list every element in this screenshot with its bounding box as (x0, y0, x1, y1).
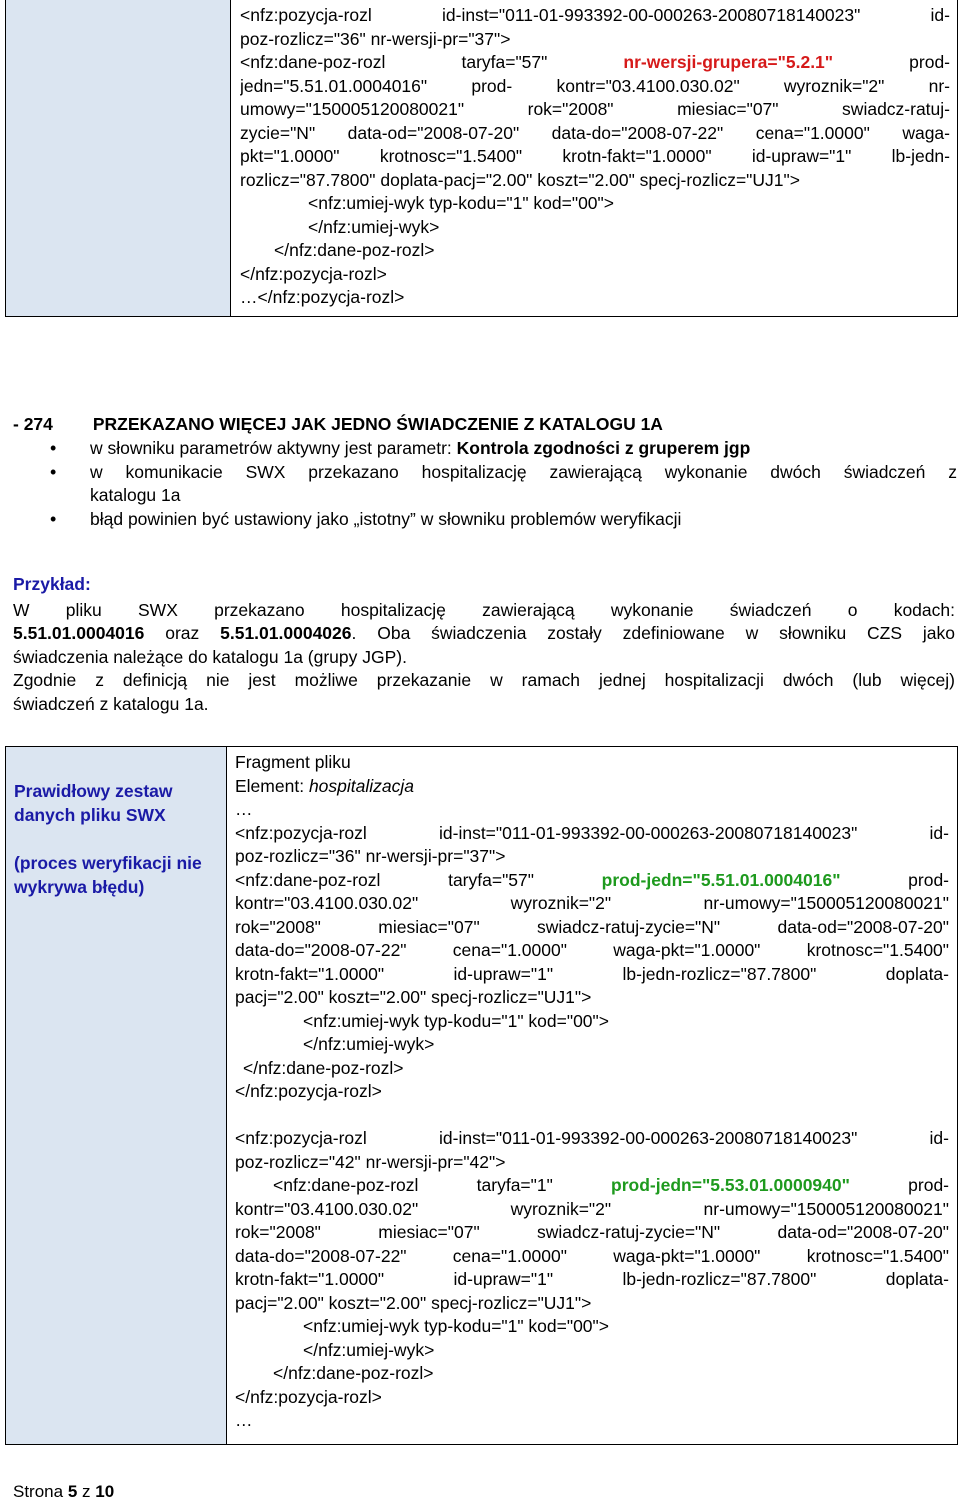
top-code-box (5, 0, 958, 317)
code-line-text: </nfz:pozycja-rozl> (235, 1081, 382, 1101)
code-line-text: Element: (235, 775, 309, 796)
code-line (235, 1268, 949, 1292)
code-line-text: kontr="03.4100.030.02" wyroznik="2" nr-umowy="150005120080021" (235, 1198, 949, 1219)
code-line (235, 1127, 949, 1151)
code-line (235, 1104, 949, 1128)
code-line (235, 1174, 949, 1198)
bullet-line (90, 508, 957, 532)
footer-prefix: Strona (13, 1482, 68, 1501)
code-line-text: krotn-fakt="1.0000" id-upraw="1" lb-jedn-rozlicz="87.7800" doplata- (235, 963, 949, 984)
footer-page: 5 (67, 1482, 78, 1501)
code-line-text: pacj="2.00" koszt="2.00" specj-rozlicz="UJ1"> (235, 987, 592, 1007)
code-line-text: krotn-fakt="1.0000" id-upraw="1" lb-jedn-rozlicz="87.7800" doplata- (235, 1269, 949, 1289)
code-line-text: </nfz:umiej-wyk> (303, 1339, 435, 1360)
bullet-item (13, 437, 957, 461)
bullet-line (90, 461, 957, 485)
footer-total: 10 (95, 1482, 115, 1501)
code-line-text: … (235, 1410, 253, 1430)
code-line-text: prod- (840, 869, 949, 890)
code-line (235, 1033, 949, 1057)
page-footer (13, 1482, 114, 1502)
example-line (13, 669, 955, 693)
bullet-item (13, 508, 957, 532)
code-line (240, 239, 950, 263)
code-line-text: </nfz:pozycja-rozl> (240, 263, 387, 284)
code-line (235, 1080, 949, 1104)
error-section (13, 412, 957, 716)
bullet-text: Kontrola zgodności z gruperem jgp (456, 438, 751, 458)
example-line-text: W pliku SWX przekazano hospitalizację zawierającą wykonanie świadczeń o kodach: (13, 599, 955, 620)
code-line (235, 1339, 949, 1363)
code-line-text: hospitalizacja (308, 775, 414, 796)
valid-data-title: Prawidłowy zestaw danych pliku SWX (14, 781, 173, 825)
bullet-dot-icon: • (50, 438, 57, 458)
code-line-text: pacj="2.00" koszt="2.00" specj-rozlicz="UJ1"> (235, 1292, 592, 1313)
code-line (235, 1057, 949, 1081)
code-line (235, 1221, 949, 1245)
code-line-text: </nfz:umiej-wyk> (308, 216, 440, 237)
code-line (235, 869, 949, 893)
code-line (235, 1386, 949, 1410)
code-line-text: <nfz:pozycja-rozl id-inst="011-01-993392-00-000263-20080718140023" id- (240, 5, 950, 25)
error-heading (13, 412, 957, 436)
bullet-text: katalogu 1a (90, 485, 181, 505)
code-line (235, 822, 949, 846)
error-number: - 274 (13, 414, 53, 434)
code-line-text: poz-rozlicz="42" nr-wersji-pr="42"> (235, 1151, 506, 1172)
code-line (235, 963, 949, 987)
example-text (13, 599, 955, 717)
code-line (240, 263, 950, 287)
code-line (240, 192, 950, 216)
example-line-text: świadczenia należące do katalogu 1a (grupy JGP). (13, 646, 407, 667)
no-error-note: (proces weryfikacji nie wykrywa błędu) (14, 853, 202, 897)
code-line-text: umowy="150005120080021" rok="2008" miesiac="07" swiadcz-ratuj- (240, 99, 950, 119)
bullet-text: w słowniku parametrów aktywny jest parametr: (90, 438, 457, 458)
code-line (240, 286, 950, 310)
code-line-text: </nfz:dane-poz-rozl> (274, 240, 435, 260)
code-line-text: … (235, 799, 253, 819)
code-line-text: data-do="2008-07-22" cena="1.0000" waga-pkt="1.0000" krotnosc="1.5400" (235, 940, 949, 960)
example-line (13, 693, 955, 717)
code-line-text: pkt="1.0000" krotnosc="1.5400" krotn-fakt="1.0000" id-upraw="1" lb-jedn- (240, 146, 950, 166)
code-line-text: jedn="5.51.01.0004016" prod- kontr="03.4100.030.02" wyroznik="2" nr- (240, 75, 950, 96)
bottom-left-cell (6, 747, 227, 1444)
code-line-text: kontr="03.4100.030.02" wyroznik="2" nr-umowy="150005120080021" (235, 893, 949, 913)
code-line (240, 75, 950, 99)
bullet-text: błąd powinien być ustawiony jako „istotny” w słowniku problemów weryfikacji (90, 508, 682, 529)
code-line-text: poz-rozlicz="36" nr-wersji-pr="37"> (235, 846, 506, 866)
bullet-item (13, 461, 957, 508)
code-line-text: prod- (833, 52, 950, 72)
code-line (235, 1409, 949, 1433)
footer-mid: z (77, 1482, 96, 1501)
code-line (235, 939, 949, 963)
example-line-text: 5.51.01.0004026 (220, 623, 352, 643)
code-line-text: data-do="2008-07-22" cena="1.0000" waga-pkt="1.0000" krotnosc="1.5400" (235, 1245, 949, 1266)
code-line-text: nr-wersji-grupera="5.2.1" (623, 52, 834, 72)
example-line-text: Zgodnie z definicją nie jest możliwe przekazanie w ramach jednej hospitalizacji dwóch (lub więcej) (13, 670, 955, 690)
bullet-text: w komunikacie SWX przekazano hospitalizację zawierającą wykonanie dwóch świadczeń z (90, 461, 957, 482)
bullet-line (90, 484, 957, 508)
code-line-text: poz-rozlicz="36" nr-wersji-pr="37"> (240, 28, 511, 49)
example-label: Przykład: (13, 574, 91, 594)
code-line-text: Fragment pliku (235, 752, 351, 772)
code-line (240, 122, 950, 146)
code-line-text: <nfz:umiej-wyk typ-kodu="1" kod="00"> (303, 1316, 609, 1336)
code-line (235, 916, 949, 940)
code-line-text: <nfz:umiej-wyk typ-kodu="1" kod="00"> (308, 193, 614, 213)
code-line-text: rok="2008" miesiac="07" swiadcz-ratuj-zycie="N" data-od="2008-07-20" (235, 1222, 949, 1242)
code-line-text: </nfz:dane-poz-rozl> (243, 1057, 404, 1078)
example-line-text: . Oba świadczenia zostały zdefiniowane w słowniku CZS jako (351, 623, 955, 643)
top-code-lines (240, 4, 950, 310)
code-line-text: <nfz:dane-poz-rozl taryfa="57" (235, 869, 602, 890)
code-line (235, 798, 949, 822)
bullet-line (90, 437, 957, 461)
bottom-code-lines (235, 751, 949, 1433)
bullet-list (13, 437, 957, 531)
example-line-text: świadczeń z katalogu 1a. (13, 693, 209, 714)
code-line (235, 986, 949, 1010)
code-line (240, 51, 950, 75)
code-line-text: <nfz:umiej-wyk typ-kodu="1" kod="00"> (303, 1010, 609, 1031)
code-line-text: <nfz:pozycja-rozl id-inst="011-01-993392-00-000263-20080718140023" id- (235, 1128, 949, 1148)
code-line (235, 1198, 949, 1222)
bullet-dot-icon: • (50, 461, 57, 482)
code-line-text: zycie="N" data-od="2008-07-20" data-do="2008-07-22" cena="1.0000" waga- (240, 122, 950, 143)
example-line (13, 646, 955, 670)
code-line (235, 751, 949, 775)
bottom-example-box (5, 746, 958, 1445)
code-line (235, 1362, 949, 1386)
code-line-text: prod-jedn="5.53.01.0000940" (611, 1175, 850, 1195)
bullet-dot-icon: • (50, 508, 57, 529)
example-line (13, 622, 955, 646)
code-line-text: </nfz:pozycja-rozl> (235, 1386, 382, 1407)
code-line-text: <nfz:pozycja-rozl id-inst="011-01-993392-00-000263-20080718140023" id- (235, 822, 949, 843)
code-line (240, 169, 950, 193)
code-line (240, 216, 950, 240)
code-line (235, 1151, 949, 1175)
code-line-text: <nfz:dane-poz-rozl taryfa="1" (273, 1175, 612, 1195)
code-line (235, 1010, 949, 1034)
code-line-text: <nfz:dane-poz-rozl taryfa="57" (240, 52, 624, 72)
code-line (240, 4, 950, 28)
top-left-cell (6, 0, 231, 316)
code-line-text: </nfz:umiej-wyk> (303, 1034, 435, 1054)
code-line (235, 775, 949, 799)
code-line-text: prod-jedn="5.51.01.0004016" (601, 869, 841, 890)
code-line (235, 1292, 949, 1316)
code-line (235, 1245, 949, 1269)
code-line (240, 28, 950, 52)
code-line (235, 845, 949, 869)
example-line-text: 5.51.01.0004016 (13, 623, 145, 643)
code-line-text: rozlicz="87.7800" doplata-pacj="2.00" koszt="2.00" specj-rozlicz="UJ1"> (240, 169, 800, 190)
example-line-text: oraz (144, 623, 221, 643)
code-line (240, 98, 950, 122)
example-line (13, 599, 955, 623)
code-line (235, 892, 949, 916)
code-line-text: rok="2008" miesiac="07" swiadcz-ratuj-zycie="N" data-od="2008-07-20" (235, 916, 949, 937)
code-line-text: …</nfz:pozycja-rozl> (240, 287, 405, 307)
code-line-text: prod- (849, 1175, 949, 1195)
code-line (240, 145, 950, 169)
code-line (235, 1315, 949, 1339)
code-line-text: </nfz:dane-poz-rozl> (273, 1363, 434, 1383)
error-title: PRZEKAZANO WIĘCEJ JAK JEDNO ŚWIADCZENIE Z KATALOGU 1A (92, 414, 663, 434)
